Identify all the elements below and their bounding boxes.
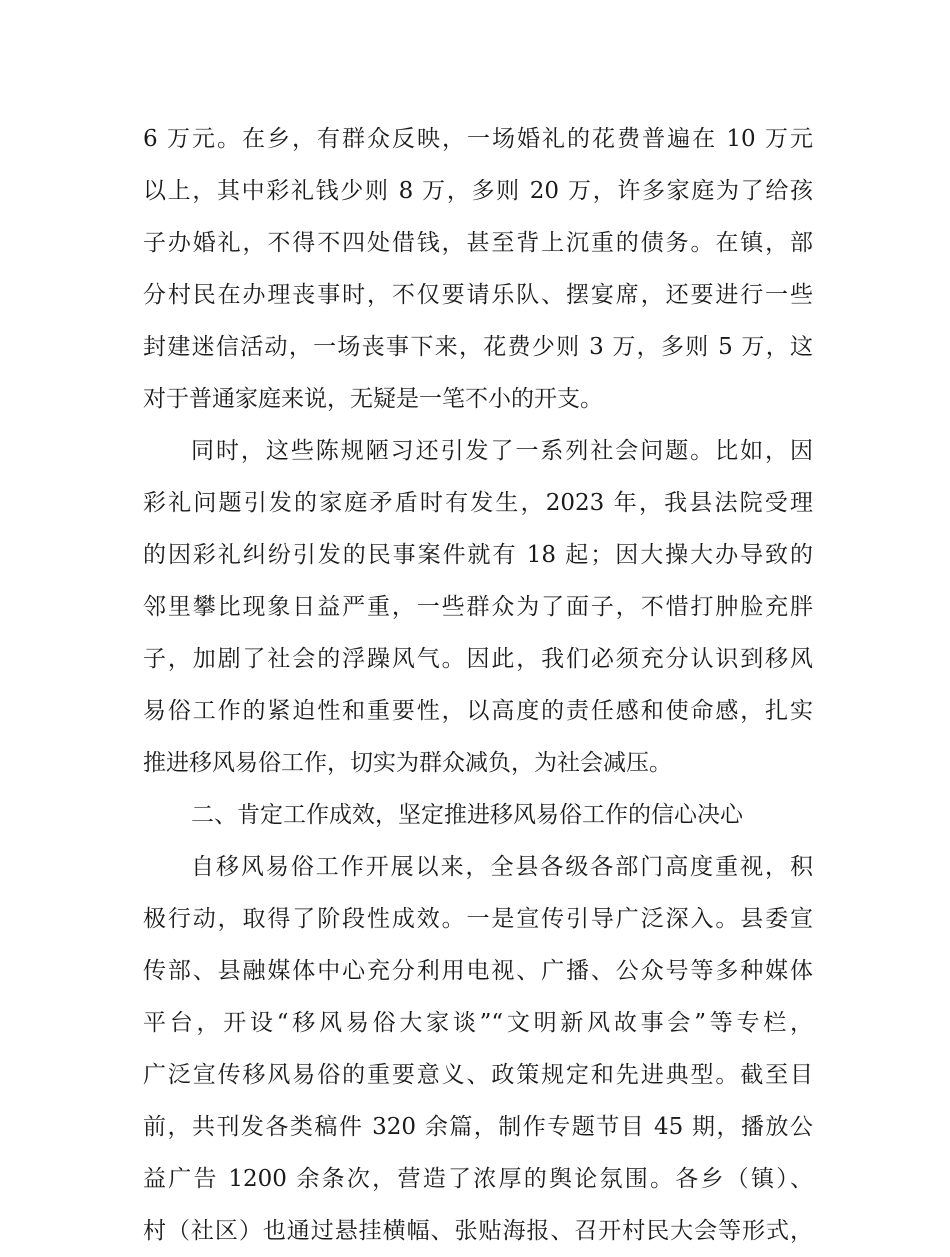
paragraph xyxy=(143,425,813,789)
text-line: 6 万元。在乡，有群众反映，一场婚礼的花费普遍在 10 万元 xyxy=(143,126,813,152)
text-line: 易俗工作的紧迫性和重要性，以高度的责任感和使命感，扎实 xyxy=(143,698,813,724)
text-line: 邻里攀比现象日益严重，一些群众为了面子，不惜打肿脸充胖 xyxy=(143,594,813,620)
text-line: 推进移风易俗工作，切实为群众减负，为社会减压。 xyxy=(143,750,672,776)
text-line: 平台，开设“移风易俗大家谈”“文明新风故事会”等专栏， xyxy=(143,1010,813,1036)
text-line: 以上，其中彩礼钱少则 8 万，多则 20 万，许多家庭为了给孩 xyxy=(143,178,813,204)
text-line: 前，共刊发各类稿件 320 余篇，制作专题节目 45 期，播放公 xyxy=(143,1114,813,1140)
text-line: 封建迷信活动，一场丧事下来，花费少则 3 万，多则 5 万，这 xyxy=(143,334,813,360)
text-line: 传部、县融媒体中心充分利用电视、广播、公众号等多种媒体 xyxy=(143,958,813,984)
text-line: 子办婚礼，不得不四处借钱，甚至背上沉重的债务。在镇，部 xyxy=(143,230,813,256)
section-heading xyxy=(143,789,813,841)
paragraph xyxy=(143,113,813,425)
document-body xyxy=(143,113,813,1257)
text-line: 村（社区）也通过悬挂横幅、张贴海报、召开村民大会等形式， xyxy=(143,1218,813,1244)
paragraph xyxy=(143,841,813,1257)
text-line: 对于普通家庭来说，无疑是一笔不小的开支。 xyxy=(143,386,603,412)
text-line: 彩礼问题引发的家庭矛盾时有发生，2023 年，我县法院受理 xyxy=(143,490,813,516)
text-line: 的因彩礼纠纷引发的民事案件就有 18 起；因大操大办导致的 xyxy=(143,542,813,568)
text-line: 益广告 1200 余条次，营造了浓厚的舆论氛围。各乡（镇）、 xyxy=(143,1166,813,1192)
text-line: 分村民在办理丧事时，不仅要请乐队、摆宴席，还要进行一些 xyxy=(143,282,813,308)
text-line: 广泛宣传移风易俗的重要意义、政策规定和先进典型。截至目 xyxy=(143,1062,813,1088)
text-line: 子，加剧了社会的浮躁风气。因此，我们必须充分认识到移风 xyxy=(143,646,813,672)
text-line: 同时，这些陈规陋习还引发了一系列社会问题。比如，因 xyxy=(191,438,813,464)
heading-line: 二、肯定工作成效，坚定推进移风易俗工作的信心决心 xyxy=(191,802,743,828)
text-line: 极行动，取得了阶段性成效。一是宣传引导广泛深入。县委宣 xyxy=(143,906,813,932)
text-line: 自移风易俗工作开展以来，全县各级各部门高度重视，积 xyxy=(191,854,813,880)
